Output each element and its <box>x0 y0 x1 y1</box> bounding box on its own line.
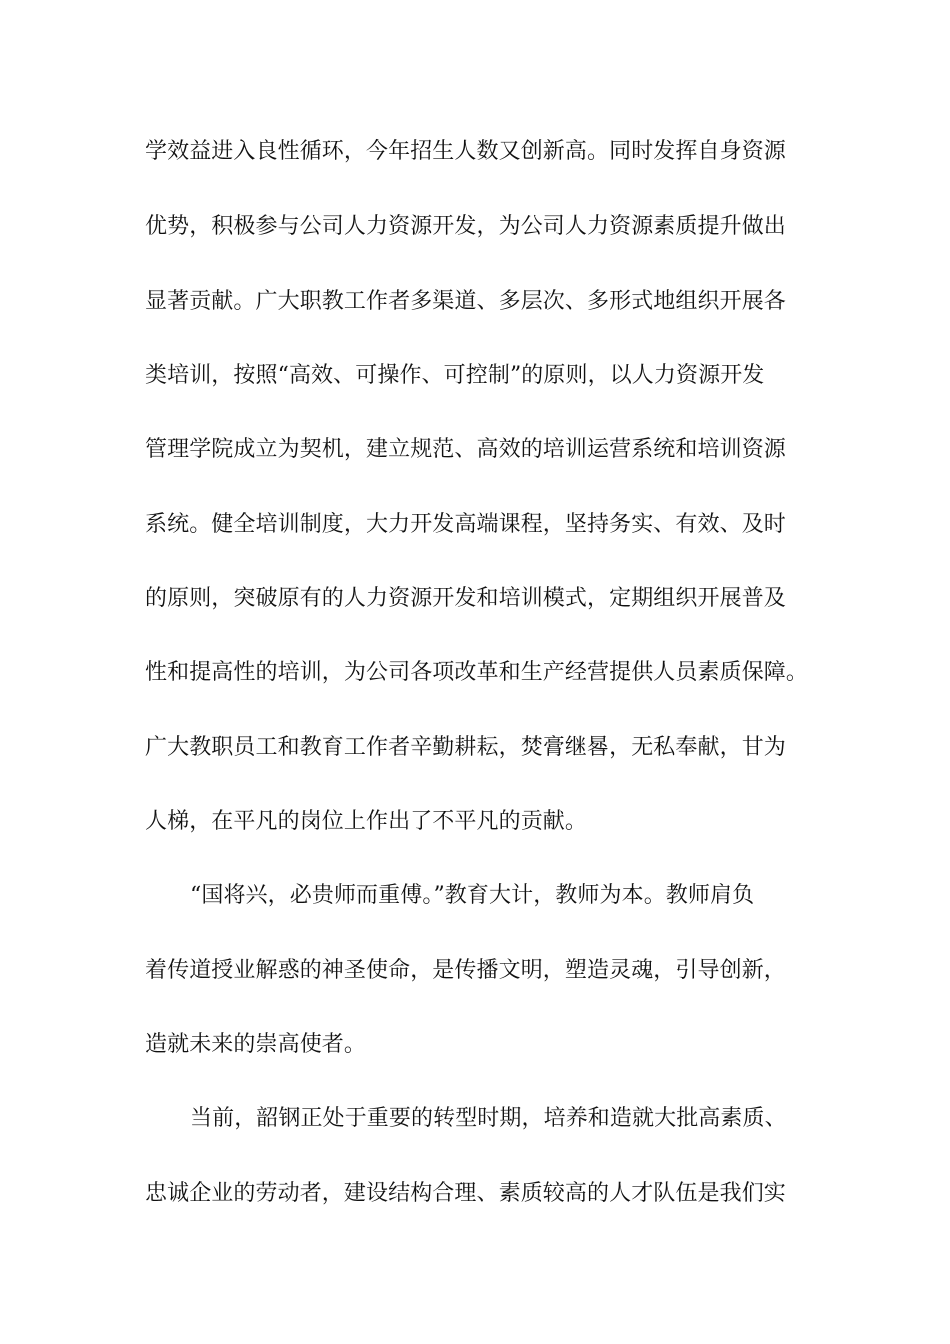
text-line: 系统。健全培训制度，大力开发高端课程，坚持务实、有效、及时 <box>145 512 786 537</box>
text-line: 学效益进入良性循环，今年招生人数又创新高。同时发挥自身资源 <box>145 139 786 164</box>
text-line: 着传道授业解惑的神圣使命，是传播文明，塑造灵魂，引导创新， <box>145 958 786 983</box>
paragraph-first-line: 当前，韶钢正处于重要的转型时期，培养和造就大批高素质、 <box>190 1106 787 1131</box>
text-line: 类培训，按照“高效、可操作、可控制”的原则，以人力资源开发 <box>145 363 765 388</box>
text-line: 广大教职员工和教育工作者辛勤耕耘，焚膏继晷，无私奉献，甘为 <box>145 735 786 760</box>
paragraph-first-line: “国将兴，必贵师而重傅。”教育大计，教师为本。教师肩负 <box>190 883 755 908</box>
text-line: 忠诚企业的劳动者，建设结构合理、素质较高的人才队伍是我们实 <box>145 1181 786 1206</box>
text-line: 管理学院成立为契机，建立规范、高效的培训运营系统和培训资源 <box>145 437 786 462</box>
text-line: 优势，积极参与公司人力资源开发，为公司人力资源素质提升做出 <box>145 214 786 239</box>
text-line: 的原则，突破原有的人力资源开发和培训模式，定期组织开展普及 <box>145 586 786 611</box>
text-line: 性和提高性的培训，为公司各项改革和生产经营提供人员素质保障。 <box>145 660 809 685</box>
text-line: 人梯，在平凡的岗位上作出了不平凡的贡献。 <box>145 809 588 834</box>
text-line: 显著贡献。广大职教工作者多渠道、多层次、多形式地组织开展各 <box>145 289 786 314</box>
text-line: 造就未来的崇高使者。 <box>145 1032 367 1057</box>
